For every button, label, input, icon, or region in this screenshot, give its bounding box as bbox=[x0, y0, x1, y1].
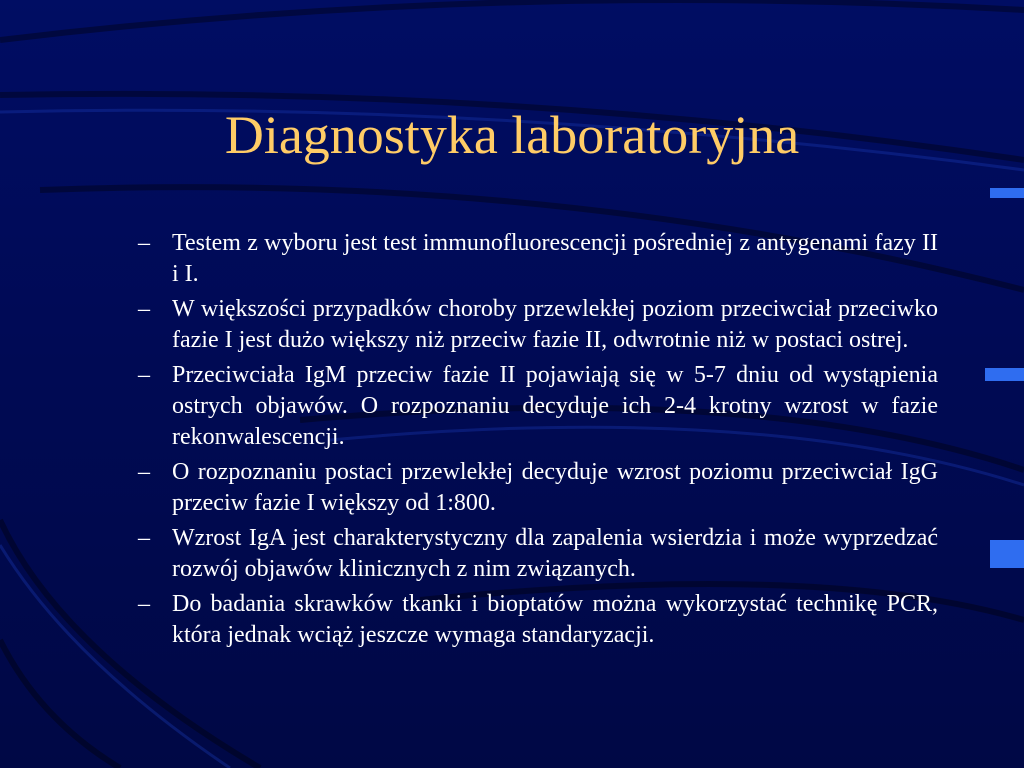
background-arc bbox=[0, 0, 1024, 40]
bullet-dash: – bbox=[138, 459, 150, 485]
bullet-text: Przeciwciała IgM przeciw fazie II pojawiają się w 5-7 dniu od wystąpienia ostrych objawów. O rozpoznaniu decyduje ich 2-4 krotny wzrost w fazie rekonwalescencji. bbox=[172, 362, 938, 450]
bullet-text: Wzrost IgA jest charakterystyczny dla zapalenia wsierdzia i może wyprzedzać rozwój objawów klinicznych z nim związanych. bbox=[172, 525, 938, 582]
bullet-dash: – bbox=[138, 362, 150, 388]
bullet-item bbox=[138, 294, 938, 356]
bullet-text: Testem z wyboru jest test immunofluorescencji pośredniej z antygenami fazy II i I. bbox=[172, 230, 938, 287]
accent-bar bbox=[990, 540, 1024, 568]
bullet-item bbox=[138, 360, 938, 453]
bullet-list bbox=[138, 228, 938, 655]
accent-bar bbox=[990, 188, 1024, 198]
accent-bar bbox=[985, 368, 1024, 381]
bullet-item bbox=[138, 457, 938, 519]
bullet-dash: – bbox=[138, 296, 150, 322]
bullet-text: Do badania skrawków tkanki i bioptatów można wykorzystać technikę PCR, która jednak wciąż jeszcze wymaga standaryzacji. bbox=[172, 591, 938, 648]
bullet-item bbox=[138, 589, 938, 651]
bullet-text: O rozpoznaniu postaci przewlekłej decyduje wzrost poziomu przeciwciał IgG przeciw fazie I większy od 1:800. bbox=[172, 459, 938, 516]
background-arc bbox=[0, 640, 120, 768]
bullet-item bbox=[138, 523, 938, 585]
bullet-dash: – bbox=[138, 230, 150, 256]
bullet-text: W większości przypadków choroby przewlekłej poziom przeciwciał przeciwko fazie I jest dużo większy niż przeciw fazie II, odwrotnie niż w postaci ostrej. bbox=[172, 296, 938, 353]
bullet-dash: – bbox=[138, 591, 150, 617]
bullet-item bbox=[138, 228, 938, 290]
bullet-dash: – bbox=[138, 525, 150, 551]
slide-title: Diagnostyka laboratoryjna bbox=[224, 105, 800, 165]
